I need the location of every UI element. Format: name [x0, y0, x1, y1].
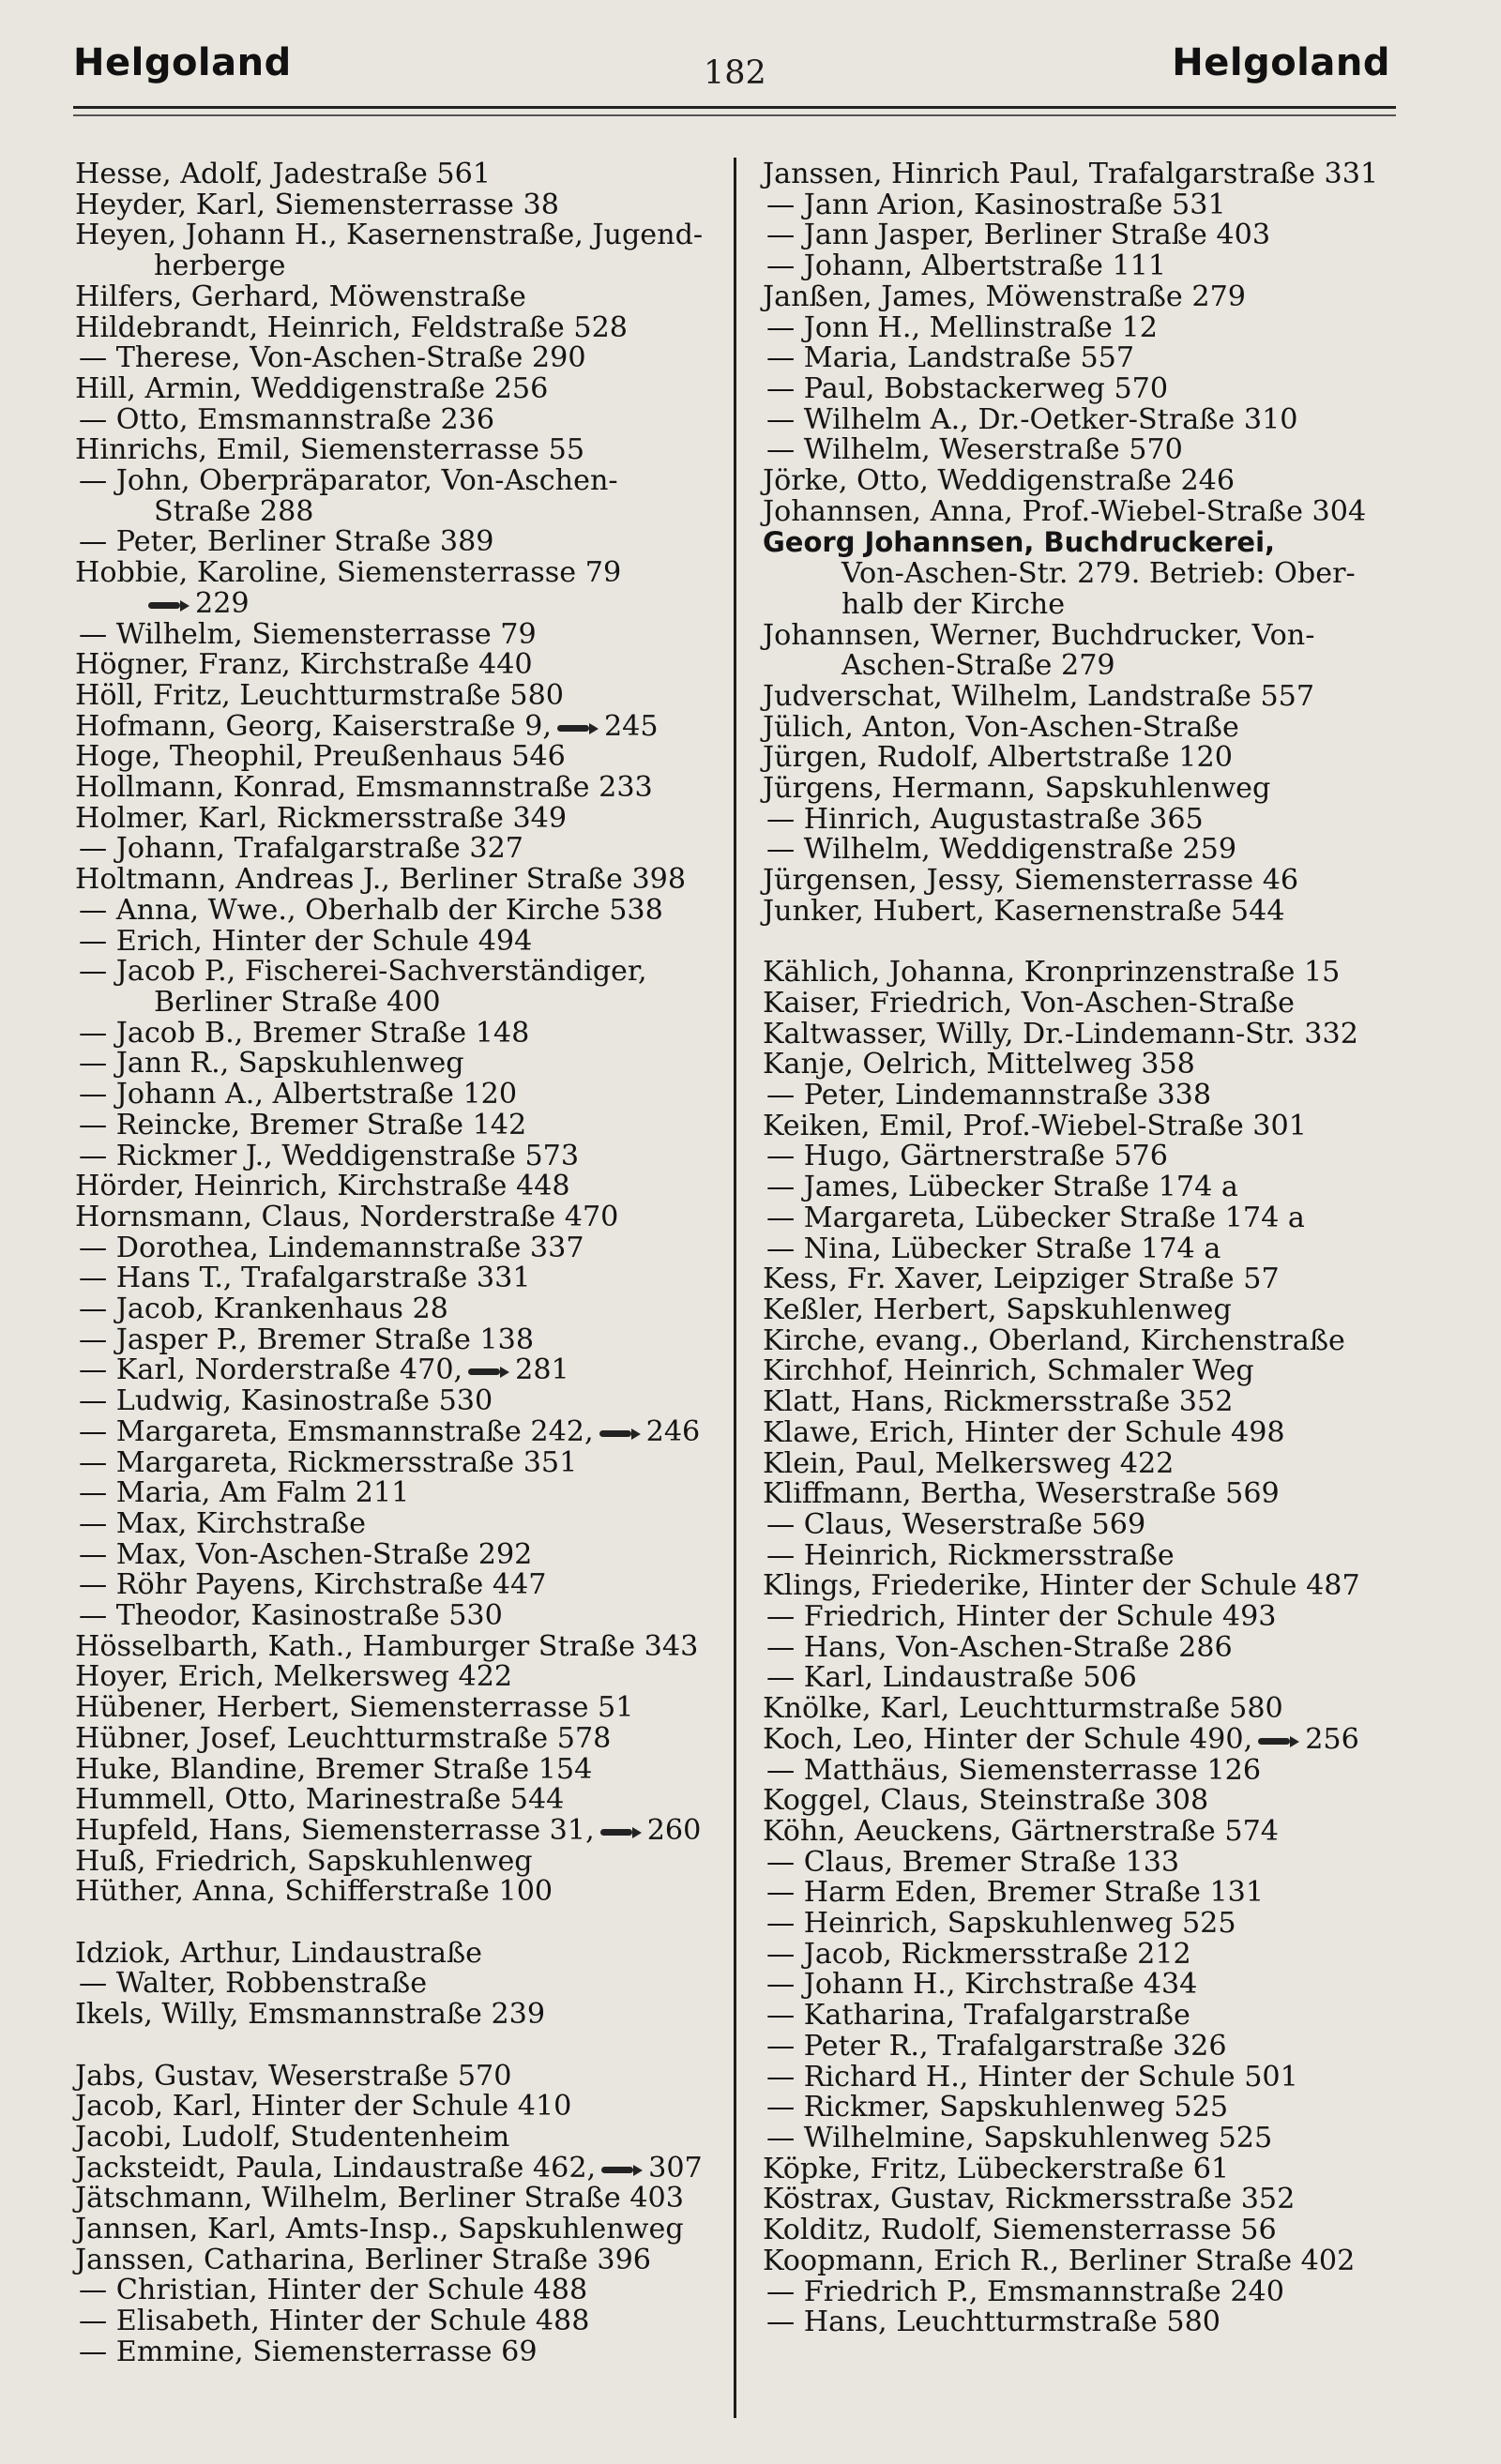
entry-text: Hesse, Adolf, Jadestraße 561: [75, 158, 492, 190]
entry-text: Jacob, Karl, Hinter der Schule 410: [75, 2090, 572, 2124]
directory-entry: [763, 1786, 1438, 1817]
entry-text: Hösselbarth, Kath., Hamburger Straße 343: [75, 1629, 699, 1663]
entry-continuation: Berliner Straße 400: [154, 985, 441, 1019]
directory-entry: [763, 2154, 1438, 2185]
entry-text: Kliffmann, Bertha, Weserstraße 569: [763, 1477, 1280, 1511]
directory-entry: [75, 2215, 732, 2245]
directory-entry: [75, 402, 732, 436]
directory-entry: [763, 1050, 1438, 1081]
entry-text: Holtmann, Andreas J., Berliner Straße 398: [75, 863, 687, 897]
entry-text: — Anna, Wwe., Oberhalb der Kirche 538: [79, 893, 663, 927]
directory-entry: [75, 558, 732, 589]
telephone-icon: [599, 1429, 643, 1438]
entry-text: Keßler, Herbert, Sapskuhlenweg: [763, 1293, 1232, 1326]
telephone-number: 246: [645, 1414, 701, 1448]
directory-entry: [763, 2093, 1438, 2124]
directory-entry: [763, 1571, 1438, 1602]
directory-entry: [763, 2060, 1438, 2094]
directory-entry: [75, 1202, 732, 1233]
directory-entry: [75, 466, 732, 497]
entry-text: Hill, Armin, Weddigenstraße 256: [75, 371, 549, 405]
entry-text: — Wilhelm, Weddigenstraße 259: [766, 833, 1237, 867]
entry-text: Köhn, Aeuckens, Gärtnerstraße 574: [763, 1814, 1279, 1848]
entry-text: — Reincke, Bremer Straße 142: [79, 1108, 527, 1141]
entry-text: Hummell, Otto, Marinestraße 544: [75, 1783, 565, 1817]
directory-entry: [75, 1877, 732, 1908]
entry-text: Huke, Blandine, Bremer Straße 154: [75, 1752, 593, 1786]
section-gap: [75, 2031, 732, 2062]
directory-entry: [75, 159, 732, 190]
entry-text: — Karl, Norderstraße 470,: [79, 1353, 463, 1387]
entry-text: Janssen, Hinrich Paul, Trafalgarstraße 331: [763, 158, 1379, 190]
entry-text: Klings, Friederike, Hinter der Schule 487: [763, 1569, 1360, 1603]
telephone-icon: [468, 1367, 511, 1376]
directory-entry: [763, 866, 1438, 897]
entry-text: — Johann A., Albertstraße 120: [79, 1078, 518, 1111]
entry-text: Junker, Hubert, Kasernenstraße 544: [763, 894, 1285, 928]
directory-entry: [763, 1234, 1438, 1265]
page-number: 182: [704, 54, 766, 92]
directory-entry: [75, 2059, 732, 2093]
directory-entry: [75, 1537, 732, 1571]
entry-text: — Dorothea, Lindemannstraße 337: [79, 1231, 584, 1264]
entry-text: Knölke, Karl, Leuchtturmstraße 580: [763, 1692, 1283, 1726]
entry-text: — Emmine, Siemensterrasse 69: [79, 2335, 538, 2368]
entry-text: Kählich, Johanna, Kronprinzenstraße 15: [763, 956, 1341, 990]
directory-entry: [75, 1141, 732, 1172]
entry-text: — Hans, Leuchtturmstraße 580: [766, 2305, 1221, 2339]
entry-text: Hornsmann, Claus, Norderstraße 470: [75, 1200, 619, 1233]
entry-text: — Margareta, Rickmersstraße 351: [79, 1445, 578, 1479]
entry-text: Hoge, Theophil, Preußenhaus 546: [75, 740, 566, 774]
directory-entry: [75, 773, 732, 804]
directory-entry: [75, 1506, 732, 1540]
directory-entry: [763, 1538, 1438, 1572]
directory-entry: [75, 1662, 732, 1693]
entry-text: Ikels, Willy, Emsmannstraße 239: [75, 1998, 546, 2032]
entry-text: — Jann Arion, Kasinostraße 531: [766, 188, 1226, 221]
directory-entry: [763, 1970, 1438, 2001]
directory-entry: [763, 1909, 1438, 1940]
entry-text: — Jann Jasper, Berliner Straße 403: [766, 219, 1271, 252]
directory-entry: [75, 742, 732, 773]
entry-text: Georg Johannsen, Buchdruckerei,: [763, 526, 1276, 559]
entry-text: — Peter R., Trafalgarstraße 326: [766, 2029, 1227, 2063]
entry-text: — Hinrich, Augustastraße 365: [766, 802, 1204, 836]
entry-text: Jacobi, Ludolf, Studentenheim: [75, 2120, 510, 2154]
directory-entry: [75, 801, 732, 835]
directory-entry: [75, 1629, 732, 1663]
entry-text: Höll, Fritz, Leuchtturmstraße 580: [75, 678, 565, 712]
entry-text: Jörke, Otto, Weddigenstraße 246: [763, 464, 1236, 498]
directory-entry: [75, 1294, 732, 1325]
entry-text: Janßen, James, Möwenstraße 279: [763, 280, 1247, 313]
left-column: [75, 159, 732, 2368]
entry-text: — Max, Kirchstraße: [79, 1506, 366, 1540]
entry-text: Johannsen, Anna, Prof.-Wiebel-Straße 304: [763, 494, 1367, 528]
directory-entry: [75, 310, 732, 344]
entry-text: — Jann R., Sapskuhlenweg: [79, 1047, 464, 1081]
entry-text: Koopmann, Erich R., Berliner Straße 402: [763, 2244, 1356, 2277]
telephone-number: 281: [515, 1353, 569, 1387]
telephone-number: 229: [195, 586, 250, 620]
directory-entry: [75, 1813, 732, 1847]
entry-text: — Hans T., Trafalgarstraße 331: [79, 1262, 531, 1295]
entry-text: Jülich, Anton, Von-Aschen-Straße: [763, 710, 1239, 744]
entry-text: Koch, Leo, Hinter der Schule 490,: [763, 1722, 1253, 1756]
entry-text: Hinrichs, Emil, Siemensterrasse 55: [75, 433, 585, 467]
entry-text: Hilfers, Gerhard, Möwenstraße: [75, 280, 526, 313]
directory-entry: [75, 1016, 732, 1050]
entry-text: — Peter, Berliner Straße 389: [79, 525, 494, 559]
entry-continuation: Aschen-Straße 279: [841, 649, 1115, 683]
directory-entry: [763, 310, 1438, 344]
entry-text: — Claus, Bremer Straße 133: [766, 1845, 1180, 1879]
entry-text: — Karl, Lindaustraße 506: [766, 1661, 1137, 1695]
entry-text: Köstrax, Gustav, Rickmersstraße 352: [763, 2183, 1296, 2216]
directory-entry: [75, 709, 732, 743]
directory-entry: [763, 2184, 1438, 2215]
entry-text: — Heinrich, Sapskuhlenweg 525: [766, 1907, 1236, 1941]
telephone-icon: [600, 1827, 644, 1837]
directory-entry: [763, 371, 1438, 405]
directory-entry: [763, 743, 1438, 774]
running-header-right: Helgoland: [1172, 41, 1390, 84]
directory-entry: [763, 2277, 1438, 2308]
directory-entry: [75, 1693, 732, 1724]
entry-continuation: herberge: [154, 249, 286, 283]
directory-entry: [763, 1753, 1438, 1787]
entry-text: — Wilhelm, Weserstraße 570: [766, 433, 1183, 467]
running-header-left: Helgoland: [73, 41, 292, 84]
entry-continuation: halb der Kirche: [841, 587, 1066, 621]
directory-entry: [75, 435, 732, 466]
entry-text: — Claus, Weserstraße 569: [766, 1507, 1146, 1541]
section-gap: [75, 1908, 732, 1939]
directory-entry: [75, 527, 732, 558]
entry-text: Klatt, Hans, Rickmersstraße 352: [763, 1385, 1234, 1419]
header-rule: [73, 106, 1396, 109]
directory-entry: [763, 527, 1438, 559]
directory-entry: [763, 802, 1438, 836]
directory-entry: [763, 1663, 1438, 1694]
entry-text: — Jasper P., Bremer Straße 138: [79, 1323, 535, 1356]
telephone-icon: [148, 600, 191, 610]
entry-text: Idziok, Arthur, Lindaustraße: [75, 1936, 483, 1970]
directory-entry: [75, 1414, 732, 1448]
directory-entry: [763, 494, 1438, 528]
entry-text: — Johann H., Kirchstraße 434: [766, 1968, 1198, 2002]
telephone-number: 245: [603, 709, 659, 743]
entry-text: — Jacob P., Fischerei-Sachverständiger,: [79, 955, 647, 989]
entry-text: — Rickmer J., Weddigenstraße 573: [79, 1139, 580, 1172]
entry-text: — Margareta, Emsmannstraße 242,: [79, 1414, 594, 1448]
directory-entry: [75, 1752, 732, 1786]
entry-text: Kaltwasser, Willy, Dr.-Lindemann-Str. 332: [763, 1017, 1358, 1051]
directory-entry: [763, 1415, 1438, 1449]
directory-entry: [763, 1017, 1438, 1051]
directory-entry: [75, 343, 732, 374]
entry-text: — Margareta, Lübecker Straße 174 a: [766, 1201, 1305, 1234]
entry-text: — Matthäus, Siemensterrasse 126: [766, 1753, 1262, 1787]
entry-text: — Harm Eden, Bremer Straße 131: [766, 1876, 1265, 1910]
entry-text: — Wilhelm A., Dr.-Oetker-Straße 310: [766, 402, 1298, 436]
directory-entry: [763, 1081, 1438, 1111]
entry-text: — Peter, Lindemannstraße 338: [766, 1079, 1212, 1112]
directory-entry: [75, 834, 732, 865]
directory-entry: [75, 1080, 732, 1111]
telephone-number: 260: [646, 1813, 702, 1847]
directory-entry: [75, 1601, 732, 1632]
directory-entry: [75, 865, 732, 896]
directory-entry: [75, 2184, 732, 2215]
directory-entry: [75, 1570, 732, 1601]
entry-text: — Johann, Trafalgarstraße 327: [79, 832, 524, 866]
entry-text: — Rickmer, Sapskuhlenweg 525: [766, 2091, 1229, 2124]
entry-text: Jürgen, Rudolf, Albertstraße 120: [763, 741, 1233, 775]
directory-entry: [763, 710, 1438, 744]
directory-entry: [75, 1936, 732, 1970]
telephone-icon: [601, 2165, 644, 2174]
entry-text: — Friedrich, Hinter der Schule 493: [766, 1600, 1277, 1634]
entry-text: — Jacob B., Bremer Straße 148: [79, 1016, 530, 1050]
entry-text: Klein, Paul, Melkersweg 422: [763, 1446, 1175, 1480]
directory-entry: [763, 466, 1438, 497]
entry-text: Hofmann, Georg, Kaiserstraße 9,: [75, 709, 552, 743]
entry-text: — Katharina, Trafalgarstraße: [766, 1999, 1190, 2033]
entry-text: Kolditz, Rudolf, Siemensterrasse 56: [763, 2214, 1277, 2247]
entry-text: Koggel, Claus, Steinstraße 308: [763, 1784, 1209, 1818]
column-divider: [734, 158, 736, 2418]
directory-entry: [763, 1845, 1438, 1879]
entry-text: — Wilhelm, Siemensterrasse 79: [79, 617, 537, 651]
telephone-icon: [557, 723, 600, 733]
directory-entry: [75, 1263, 732, 1294]
directory-entry: [763, 1630, 1438, 1664]
entry-text: Holmer, Karl, Rickmersstraße 349: [75, 801, 568, 835]
entry-text: — Maria, Am Falm 211: [79, 1476, 410, 1510]
directory-entry: [75, 2275, 732, 2306]
entry-text: — Elisabeth, Hinter der Schule 488: [79, 2305, 590, 2338]
entry-text: — Otto, Emsmannstraße 236: [79, 402, 495, 436]
directory-entry: [75, 2092, 732, 2123]
entry-text: — Jonn H., Mellinstraße 12: [766, 310, 1158, 344]
entry-text: Heyen, Johann H., Kasernenstraße, Jugend-: [75, 219, 704, 252]
directory-entry: [763, 1878, 1438, 1909]
entry-text: Köpke, Fritz, Lübeckerstraße 61: [763, 2152, 1230, 2185]
directory-entry: [763, 894, 1438, 928]
entry-text: Jürgensen, Jessy, Siemensterrasse 46: [763, 864, 1299, 898]
directory-entry: [763, 402, 1438, 436]
entry-text: Hildebrandt, Heinrich, Feldstraße 528: [75, 310, 629, 344]
entry-text: Kirchhof, Heinrich, Schmaler Weg: [763, 1354, 1254, 1388]
directory-entry: [763, 2029, 1438, 2063]
directory-entry: [763, 1814, 1438, 1848]
entry-text: Keiken, Emil, Prof.-Wiebel-Straße 301: [763, 1109, 1307, 1142]
entry-text: — Wilhelmine, Sapskuhlenweg 525: [766, 2121, 1273, 2154]
entry-text: — Maria, Landstraße 557: [766, 341, 1135, 375]
entry-text: — Jacob, Rickmersstraße 212: [766, 1937, 1191, 1971]
entry-text: — Therese, Von-Aschen-Straße 290: [79, 341, 586, 375]
directory-entry: [763, 2307, 1438, 2338]
entry-text: Huß, Friedrich, Sapskuhlenweg: [75, 1844, 533, 1878]
telephone-line: [75, 586, 732, 620]
directory-entry: [75, 2000, 732, 2031]
directory-entry: [75, 371, 732, 405]
entry-text: Hupfeld, Hans, Siemensterrasse 31,: [75, 1813, 595, 1847]
directory-entry: [75, 924, 732, 958]
directory-entry: [763, 282, 1438, 313]
directory-entry: [763, 1264, 1438, 1295]
directory-entry: [763, 1172, 1438, 1203]
entry-text: — Walter, Robbenstraße: [79, 1967, 428, 2001]
entry-text: — John, Oberpräparator, Von-Aschen-: [79, 464, 618, 498]
directory-entry: [75, 2337, 732, 2368]
directory-entry: [763, 958, 1438, 989]
directory-entry: [763, 1937, 1438, 1971]
directory-entry: [763, 1722, 1438, 1756]
entry-text: Jabs, Gustav, Weserstraße 570: [75, 2059, 512, 2093]
entry-text: Judverschat, Wilhelm, Landstraße 557: [763, 679, 1315, 713]
entry-text: Högner, Franz, Kirchstraße 440: [75, 648, 533, 682]
entry-text: — Röhr Payens, Kirchstraße 447: [79, 1568, 547, 1602]
section-gap: [763, 928, 1438, 959]
directory-entry: [75, 2151, 732, 2184]
entry-text: — Hans, Von-Aschen-Straße 286: [766, 1630, 1233, 1664]
directory-entry: [75, 1325, 732, 1356]
entry-text: — Christian, Hinter der Schule 488: [79, 2274, 588, 2307]
entry-text: Hübner, Josef, Leuchtturmstraße 578: [75, 1721, 612, 1755]
entry-text: Jätschmann, Wilhelm, Berliner Straße 403: [75, 2182, 684, 2215]
entry-text: — Max, Von-Aschen-Straße 292: [79, 1537, 533, 1571]
entry-text: Hobbie, Karoline, Siemensterrasse 79: [75, 556, 622, 590]
entry-text: Kess, Fr. Xaver, Leipziger Straße 57: [763, 1262, 1280, 1296]
entry-text: — Heinrich, Rickmersstraße: [766, 1538, 1175, 1572]
directory-entry: [763, 1111, 1438, 1142]
entry-text: — Theodor, Kasinostraße 530: [79, 1599, 503, 1633]
directory-entry: [763, 1387, 1438, 1418]
right-column: [763, 159, 1438, 2338]
entry-text: Hübener, Herbert, Siemensterrasse 51: [75, 1691, 634, 1725]
directory-entry: [763, 1323, 1438, 1357]
directory-entry: [763, 1479, 1438, 1510]
directory-entry: [75, 1785, 732, 1816]
directory-entry: [763, 1446, 1438, 1480]
directory-entry: [75, 1355, 732, 1386]
directory-entry: [75, 893, 732, 927]
entry-text: Jacksteidt, Paula, Lindaustraße 462,: [75, 2151, 597, 2184]
entry-continuation: Von-Aschen-Str. 279. Betrieb: Ober-: [841, 557, 1356, 591]
directory-entry: [763, 1295, 1438, 1326]
entry-text: — Ludwig, Kasinostraße 530: [79, 1384, 493, 1418]
telephone-number: 307: [648, 2151, 703, 2184]
directory-entry: [763, 986, 1438, 1020]
directory-entry: [75, 957, 732, 988]
directory-entry: [763, 774, 1438, 805]
directory-entry: [75, 1445, 732, 1479]
directory-entry: [763, 159, 1438, 190]
header-rule-thin: [73, 114, 1396, 116]
directory-entry: [763, 2121, 1438, 2154]
directory-entry: [763, 220, 1438, 251]
directory-entry: [75, 282, 732, 313]
entry-text: Janssen, Catharina, Berliner Straße 396: [75, 2243, 652, 2276]
entry-text: — Friedrich P., Emsmannstraße 240: [766, 2275, 1284, 2308]
directory-entry: [763, 1507, 1438, 1541]
entry-text: Kaiser, Friedrich, Von-Aschen-Straße: [763, 986, 1295, 1020]
entry-text: Jürgens, Hermann, Sapskuhlenweg: [763, 772, 1271, 806]
entry-text: — Paul, Bobstackerweg 570: [766, 371, 1169, 405]
directory-entry: [763, 679, 1438, 713]
telephone-icon: [1258, 1736, 1301, 1746]
entry-text: Johannsen, Werner, Buchdrucker, Von-: [763, 618, 1315, 652]
directory-entry: [763, 343, 1438, 374]
directory-entry: [763, 435, 1438, 466]
entry-text: Kirche, evang., Oberland, Kirchenstraße: [763, 1323, 1345, 1357]
directory-entry: [75, 2245, 732, 2276]
telephone-number: 256: [1305, 1722, 1359, 1756]
entry-text: Hoyer, Erich, Melkersweg 422: [75, 1660, 513, 1694]
directory-entry: [763, 835, 1438, 866]
entry-text: Hollmann, Konrad, Emsmannstraße 233: [75, 771, 653, 805]
directory-entry: [763, 1602, 1438, 1633]
directory-entry: [75, 1108, 732, 1141]
entry-text: — Hugo, Gärtnerstraße 576: [766, 1140, 1168, 1173]
directory-entry: [75, 1386, 732, 1417]
directory-entry: [763, 618, 1438, 652]
entry-text: Hörder, Heinrich, Kirchstraße 448: [75, 1170, 570, 1203]
directory-entry: [75, 2306, 732, 2337]
entry-text: — Nina, Lübecker Straße 174 a: [766, 1232, 1221, 1265]
directory-entry: [75, 220, 732, 251]
entry-text: — James, Lübecker Straße 174 a: [766, 1171, 1238, 1204]
directory-entry: [763, 2246, 1438, 2277]
entry-text: Hüther, Anna, Schifferstraße 100: [75, 1875, 553, 1909]
directory-entry: [763, 2001, 1438, 2032]
directory-entry: [763, 1694, 1438, 1725]
entry-text: — Erich, Hinter der Schule 494: [79, 924, 533, 958]
entry-text: Kanje, Oelrich, Mittelweg 358: [763, 1048, 1195, 1081]
entry-text: — Richard H., Hinter der Schule 501: [766, 2060, 1298, 2094]
directory-entry: [763, 190, 1438, 221]
directory-entry: [75, 1049, 732, 1080]
directory-entry: [75, 617, 732, 651]
entry-text: Heyder, Karl, Siemensterrasse 38: [75, 188, 559, 221]
entry-text: Klawe, Erich, Hinter der Schule 498: [763, 1415, 1285, 1449]
entry-text: — Johann, Albertstraße 111: [766, 249, 1167, 283]
directory-entry: [75, 650, 732, 681]
directory-entry: [763, 1356, 1438, 1387]
entry-text: Jannsen, Karl, Amts-Insp., Sapskuhlenweg: [75, 2213, 684, 2246]
directory-entry: [763, 251, 1438, 282]
directory-entry: [763, 1141, 1438, 1172]
directory-entry: [75, 2120, 732, 2154]
directory-entry: [763, 2215, 1438, 2246]
entry-continuation: Straße 288: [154, 494, 314, 528]
directory-entry: [75, 678, 732, 712]
directory-entry: [75, 1721, 732, 1755]
directory-entry: [75, 1844, 732, 1878]
directory-entry: [763, 1203, 1438, 1234]
directory-entry: [75, 190, 732, 221]
entry-text: — Jacob, Krankenhaus 28: [79, 1292, 448, 1326]
directory-entry: [75, 1172, 732, 1202]
directory-entry: [75, 1478, 732, 1509]
directory-entry: [75, 1969, 732, 2000]
directory-entry: [75, 1233, 732, 1264]
